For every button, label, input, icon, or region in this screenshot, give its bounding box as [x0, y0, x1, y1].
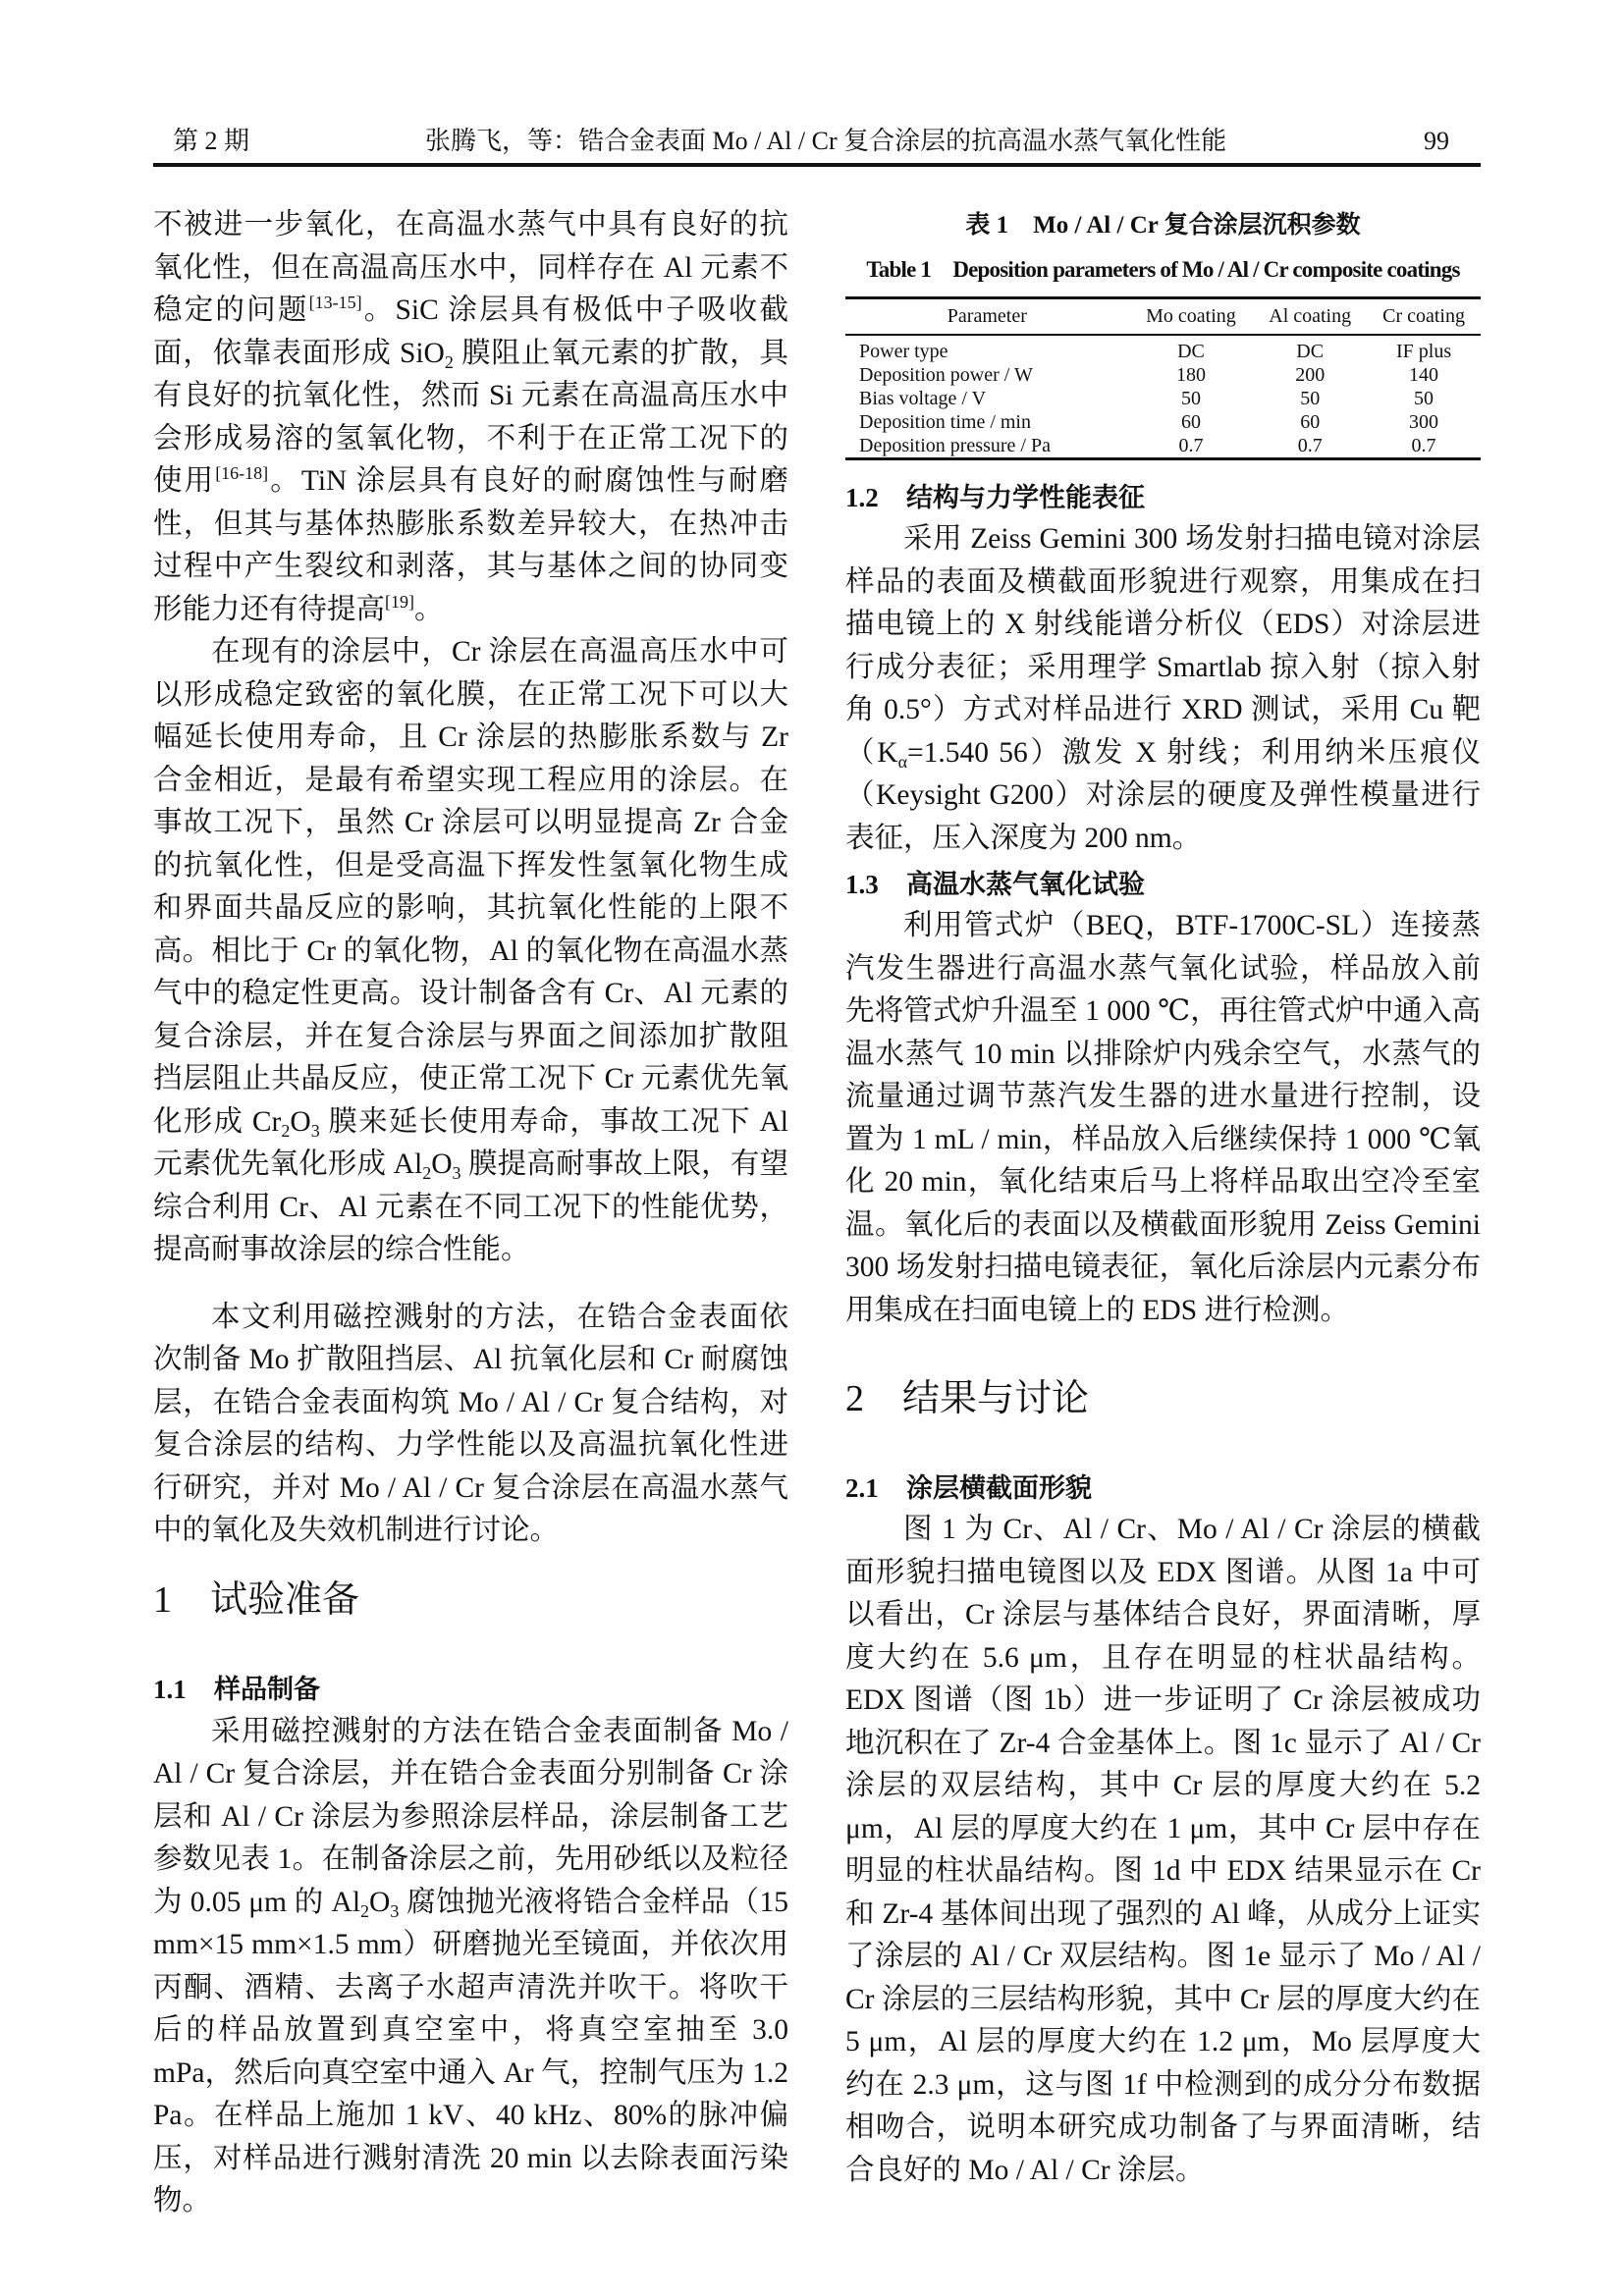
section-heading-2: [845, 1377, 1481, 1420]
text-run: 采用 Zeiss Gemini 300 场发射扫描电镜对涂层样品的表面及横截面形貌进行观察，用集成在扫描电镜上的 X 射线能谱分析仪（EDS）对涂层进行成分表征；采用理学 Smartlab 掠入射（掠入射角 0.5°）方式对样品进行 XRD 测试，采用 Cu 靶（K: [845, 523, 1481, 769]
table-cell: Deposition power / W: [859, 364, 1033, 386]
text-run: 采用磁控溅射的方法在锆合金表面制备 Mo / Al / Cr 复合涂层，并在锆合金表面分别制备 Cr 涂层和 Al / Cr 涂层为参照涂层样品，涂层制备工艺参数见表 1。在制备涂层之前，先用砂纸以及粒径为 0.05 μm 的 Al: [153, 1715, 788, 1918]
deposition-parameters-table: [845, 296, 1481, 460]
text-run: O: [431, 1148, 453, 1180]
subscript: 2: [360, 1900, 370, 1921]
section-number: 1.2: [845, 483, 879, 512]
table-cell: 0.7: [1253, 434, 1367, 459]
table-cell: 50: [1414, 388, 1435, 409]
table-header-cell: Al coating: [1253, 298, 1367, 336]
text-run: 腐蚀抛光液将锆合金样品（15 mm×15 mm×1.5 mm）研磨抛光至镜面，并依次用丙酮、酒精、去离子水超声清洗并吹干。将吹干后的样品放置到真空室中，将真空室抽至 3.0 mPa，然后向真空室中通入 Ar 气，控制气压为 1.2 Pa。在样品上施加 1 kV、40 kHz、80%的脉冲偏压，对样品进行溅射清洗 20 min 以去除表面污染物。: [153, 1886, 788, 2216]
section-heading-2-1: [845, 1468, 1481, 1508]
table-cell: 200: [1295, 364, 1326, 386]
table-row: [845, 387, 1481, 410]
text-run: 在现有的涂层中，Cr 涂层在高温高压水中可以形成稳定致密的氧化膜，在正常工况下可以大幅延长使用寿命，且 Cr 涂层的热膨胀系数与 Zr 合金相近，是最有希望实现工程应用的涂层。在事故工况下，虽然 Cr 涂层可以明显提高 Zr 合金的抗氧化性，但是受高温下挥发性氢氧化物生成和界面共晶反应的影响，其抗氧化性能的上限不高。相比于 Cr 的氧化物，Al 的氧化物在高温水蒸气中的稳定性更高。设计制备含有 Cr、Al 元素的复合涂层，并在复合涂层与界面之间添加扩散阻挡层阻止共晶反应，使正常工况下 Cr 元素优先氧化形成 Cr: [153, 636, 789, 1138]
table-cell: 50: [1300, 388, 1321, 409]
table-cell: DC: [1296, 341, 1325, 362]
section-heading-1-3: [845, 865, 1481, 904]
table-caption-cn: 表 1 Mo / Al / Cr 复合涂层沉积参数: [965, 212, 1361, 239]
table-cell: IF plus: [1395, 341, 1452, 362]
table-caption-en: Table 1 Deposition parameters of Mo / Al / Cr composite coatings: [866, 257, 1460, 282]
paragraph-cross-section: [845, 1509, 1481, 2192]
table-cell: 0.7: [1367, 434, 1481, 459]
section-number: 1.1: [153, 1674, 187, 1704]
table-cell: 180: [1175, 364, 1206, 386]
subscript: 2: [422, 1163, 432, 1183]
table-cell: 60: [1300, 411, 1321, 433]
section-title: 结构与力学性能表征: [906, 483, 1145, 512]
citation: [16-18]: [215, 463, 269, 483]
text-run: 膜阻止氧元素的扩散，具有良好的抗氧化性，然而 Si 元素在高温高压水中会形成易溶的氢氧化物，不利于在正常工况下的使用: [153, 337, 788, 497]
section-title: 结果与讨论: [902, 1378, 1090, 1419]
section-heading-1-2: [845, 478, 1481, 517]
section-title: 样品制备: [214, 1674, 320, 1704]
table-header-cell: Mo coating: [1129, 298, 1254, 336]
subscript: 2: [281, 1120, 291, 1141]
text-run: O: [290, 1105, 311, 1138]
section-title: 试验准备: [210, 1578, 360, 1621]
table-cell: Power type: [859, 341, 948, 362]
table-cell: DC: [1177, 341, 1205, 362]
subscript: α: [897, 751, 908, 772]
text-run: 膜来延长使用寿命，事故工况下 Al 元素优先氧化形成 Al: [153, 1105, 788, 1180]
issue-number: 第 2 期: [173, 127, 250, 155]
table-header-row: [845, 298, 1481, 336]
running-title: 张腾飞，等：锆合金表面 Mo / Al / Cr 复合涂层的抗高温水蒸气氧化性能: [425, 127, 1227, 155]
citation: [13-15]: [308, 293, 362, 312]
right-column: [845, 208, 1481, 2192]
paragraph-this-work: [153, 1297, 788, 1553]
section-title: 涂层横截面形貌: [906, 1473, 1092, 1503]
text-run: 。TiN 涂层具有良好的耐腐蚀性与耐磨性，但其与基体热膨胀系数差异较大，在热冲击过程中产生裂纹和剥落，其与基体之间的协同变形能力还有待提高: [153, 465, 788, 625]
section-number: 2.1: [845, 1473, 879, 1503]
header-rule: [153, 163, 1481, 167]
section-number: 1: [153, 1578, 172, 1621]
citation: [19]: [385, 591, 415, 612]
table-cell: 50: [1180, 388, 1201, 409]
section-heading-1: [153, 1578, 788, 1622]
table-cell: 140: [1409, 364, 1439, 386]
text-run: 膜提高耐事故上限，有望综合利用 Cr、Al 元素在不同工况下的性能优势，提高耐事故涂层的综合性能。: [153, 1148, 788, 1265]
paragraph-coatings: [153, 631, 788, 1272]
text-run: 图 1 为 Cr、Al / Cr、Mo / Al / Cr 涂层的横截面形貌扫描电镜图以及 EDX 图谱。从图 1a 中可以看出，Cr 涂层与基体结合良好，界面清晰，厚度大约在 5.6 μm，且存在明显的柱状晶结构。EDX 图谱（图 1b）进一步证明了 Cr 涂层被成功地沉积在了 Zr-4 合金基体上。图 1c 显示了 Al / Cr 涂层的双层结构，其中 Cr 层的厚度大约在 5.2 μm，Al 层的厚度大约在 1 μm，其中 Cr 层中存在明显的柱状晶结构。图 1d 中 EDX 结果显示在 Cr 和 Zr-4 基体间出现了强烈的 Al 峰，从成分上证实了涂层的 Al / Cr 双层结构。图 1e 显示了 Mo / Al / Cr 涂层的三层结构形貌，其中 Cr 层的厚度大约在 5 μm，Al 层的厚度大约在 1.2 μm，Mo 层厚度大约在 2.3 μm，这与图 1f 中检测到的成分分布数据相吻合，说明本研究成功制备了与界面清晰，结合良好的 Mo / Al / Cr 涂层。: [845, 1514, 1481, 2186]
table-row: [845, 410, 1481, 434]
text-run: 。SiC 涂层具有极低中子吸收截面，依靠表面形成 SiO: [153, 294, 788, 369]
text-run: =1.540 56）激发 X 射线；利用纳米压痕仪（Keysight G200）对涂层的硬度及弹性模量进行表征，压入深度为 200 nm。: [845, 736, 1481, 854]
table-row: [845, 434, 1481, 459]
table-cell: Bias voltage / V: [859, 388, 987, 409]
text-run: 利用管式炉（BEQ，BTF-1700C-SL）连接蒸汽发生器进行高温水蒸气氧化试验，样品放入前先将管式炉升温至 1 000 ℃，再往管式炉中通入高温水蒸气 10 min 以排除炉内残余空气，水蒸气的流量通过调节蒸汽发生器的进水量进行控制，设置为 1 mL / min，样品放入后继续保持 1 000 ℃氧化 20 min，氧化结束后马上将样品取出空冷至室温。氧化后的表面以及横截面形貌用 Zeiss Gemini 300 场发射扫描电镜表征，氧化后涂层内元素分布用集成在扫面电镜上的 EDS 进行检测。: [845, 910, 1481, 1326]
section-number: 2: [845, 1378, 864, 1419]
table-cell: Deposition time / min: [859, 411, 1031, 433]
paragraph-intro-cont: [153, 204, 788, 631]
subscript: 3: [310, 1120, 320, 1141]
table-cell: 300: [1409, 411, 1439, 433]
table-header-cell: Parameter: [845, 298, 1129, 336]
paragraph-oxidation-test: [845, 905, 1481, 1332]
left-column: [153, 204, 788, 2223]
subscript: 3: [452, 1163, 461, 1183]
text-run: 不被进一步氧化，在高温水蒸气中具有良好的抗氧化性，但在高温高压水中，同样存在 Al 元素不稳定的问题: [153, 209, 788, 326]
subscript: 2: [444, 351, 454, 372]
page-number: 99: [1424, 127, 1449, 155]
table-header-cell: Cr coating: [1367, 298, 1481, 336]
paragraph-sample-prep: [153, 1711, 788, 2223]
paragraph-characterization: [845, 518, 1481, 860]
table-cell: 0.7: [1129, 434, 1254, 459]
text-run: 。: [414, 593, 444, 625]
table-cell: Deposition pressure / Pa: [845, 434, 1129, 459]
table-cell: 60: [1180, 411, 1201, 433]
section-number: 1.3: [845, 870, 879, 899]
table-row: [845, 335, 1481, 363]
subscript: 3: [390, 1900, 400, 1921]
section-heading-1-1: [153, 1670, 788, 1709]
text-run: O: [369, 1886, 391, 1918]
text-run: 本文利用磁控溅射的方法，在锆合金表面依次制备 Mo 扩散阻挡层、Al 抗氧化层和 Cr 耐腐蚀层，在锆合金表面构筑 Mo / Al / Cr 复合结构，对复合涂层的结构、力学性能以及高温抗氧化性进行研究，并对 Mo / Al / Cr 复合涂层在高温水蒸气中的氧化及失效机制进行讨论。: [153, 1301, 788, 1546]
table-row: [845, 363, 1481, 387]
section-title: 高温水蒸气氧化试验: [906, 870, 1145, 899]
